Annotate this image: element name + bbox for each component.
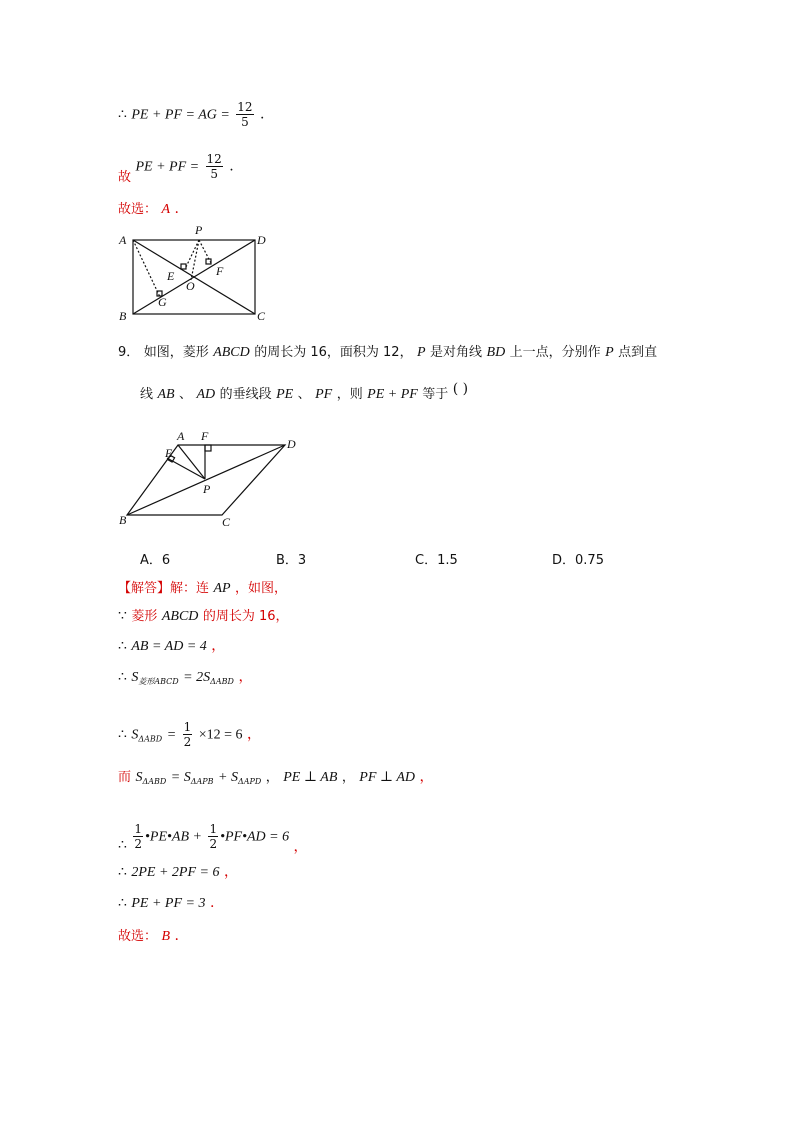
fraction: $\frac{1}{2}$	[134, 822, 143, 851]
answer-value: A	[161, 202, 171, 217]
label-F: F	[216, 264, 224, 278]
punctuation: .	[260, 106, 265, 123]
prev-line-2	[118, 152, 234, 185]
choice-c[interactable]: C．1.5	[415, 553, 458, 568]
diagonal-bd	[127, 445, 285, 515]
label-D: D	[257, 233, 266, 247]
therefore-symbol: ∴	[118, 106, 127, 123]
punctuation: .	[229, 158, 234, 175]
label-C: C	[222, 515, 231, 529]
solution-header: 【解答】解：连 AP ，如图，	[118, 581, 288, 596]
label-D: D	[287, 437, 296, 451]
solution-tag: 【解答】	[118, 581, 171, 596]
label-E: E	[167, 269, 175, 283]
solution-line-6: ∴ $\frac{1}{2}$ •PE•AB + $\frac{1}{2}$ •PF•AD = 6 ，	[118, 822, 308, 855]
solution-answer: 故选： B .	[118, 928, 179, 944]
rhombus-figure	[115, 425, 315, 535]
math-expression: PE + PF =	[135, 159, 200, 175]
fraction: $\frac{1}{2}$	[183, 720, 192, 749]
label-P: P	[203, 482, 211, 496]
solution-line-7: ∴ 2PE + 2PF = 6 ，	[118, 864, 238, 880]
answer-value: B	[161, 929, 171, 944]
rectangle-figure	[115, 222, 275, 326]
solution-line-5: 而 $S_{\Delta ABD} = S_{\Delta APB} + S_{\Delta APD}$ ， PE ⊥ AB ， PF ⊥ AD ，	[118, 769, 434, 786]
solution-line-4: ∴ $S_{\Delta ABD}$ = $\frac{1}{2}$ ×12 = 6 ，	[118, 720, 261, 749]
solution-line-1: ∵ 菱形 ABCD 的周长为 16，	[118, 608, 289, 624]
label-A: A	[119, 233, 127, 247]
label-O: O	[186, 279, 195, 293]
right-angle-f	[205, 445, 211, 451]
solution-line-2: ∴ AB = AD = 4 ，	[118, 638, 226, 654]
prev-answer: 故选： A .	[118, 201, 179, 217]
choice-a[interactable]: A．6	[140, 553, 171, 568]
label-A: A	[177, 429, 185, 443]
prev-line-1	[118, 100, 264, 129]
question-number: 9．	[118, 345, 140, 360]
solution-line-8: ∴ PE + PF = 3 .	[118, 895, 215, 911]
question-9-line-2: 线 AB 、 AD 的垂线段 PE 、 PF ，则 PE + PF 等于 ( )	[140, 381, 469, 402]
math-expression: PE + PF = AG =	[131, 107, 230, 123]
perp-pe	[185, 240, 199, 269]
label-G: G	[158, 295, 167, 309]
question-9-line-1: 9． 如图，菱形 ABCD 的周长为 16，面积为 12， P 是对角线 BD 上一点，分别作 P 点到直	[118, 345, 658, 360]
choice-b[interactable]: B．3	[276, 553, 307, 568]
label-B: B	[119, 309, 127, 323]
label-P: P	[195, 223, 203, 237]
fraction: $\frac{12}{5}$	[206, 152, 222, 181]
line-ap	[178, 445, 205, 479]
label-F: F	[201, 429, 209, 443]
right-angle-e	[181, 264, 186, 269]
choice-d[interactable]: D．0.75	[552, 553, 604, 568]
fraction: $\frac{1}{2}$	[209, 822, 218, 851]
label-B: B	[119, 513, 127, 527]
conclusion-prefix: 故	[118, 169, 132, 185]
answer-blank: ( )	[452, 381, 469, 397]
solution-line-3: ∴ $S_{菱形ABCD} = 2S_{\Delta ABD}$ ，	[118, 669, 253, 686]
fraction: $\frac{12}{5}$	[237, 100, 253, 129]
label-C: C	[257, 309, 266, 323]
label-E: E	[165, 446, 173, 460]
